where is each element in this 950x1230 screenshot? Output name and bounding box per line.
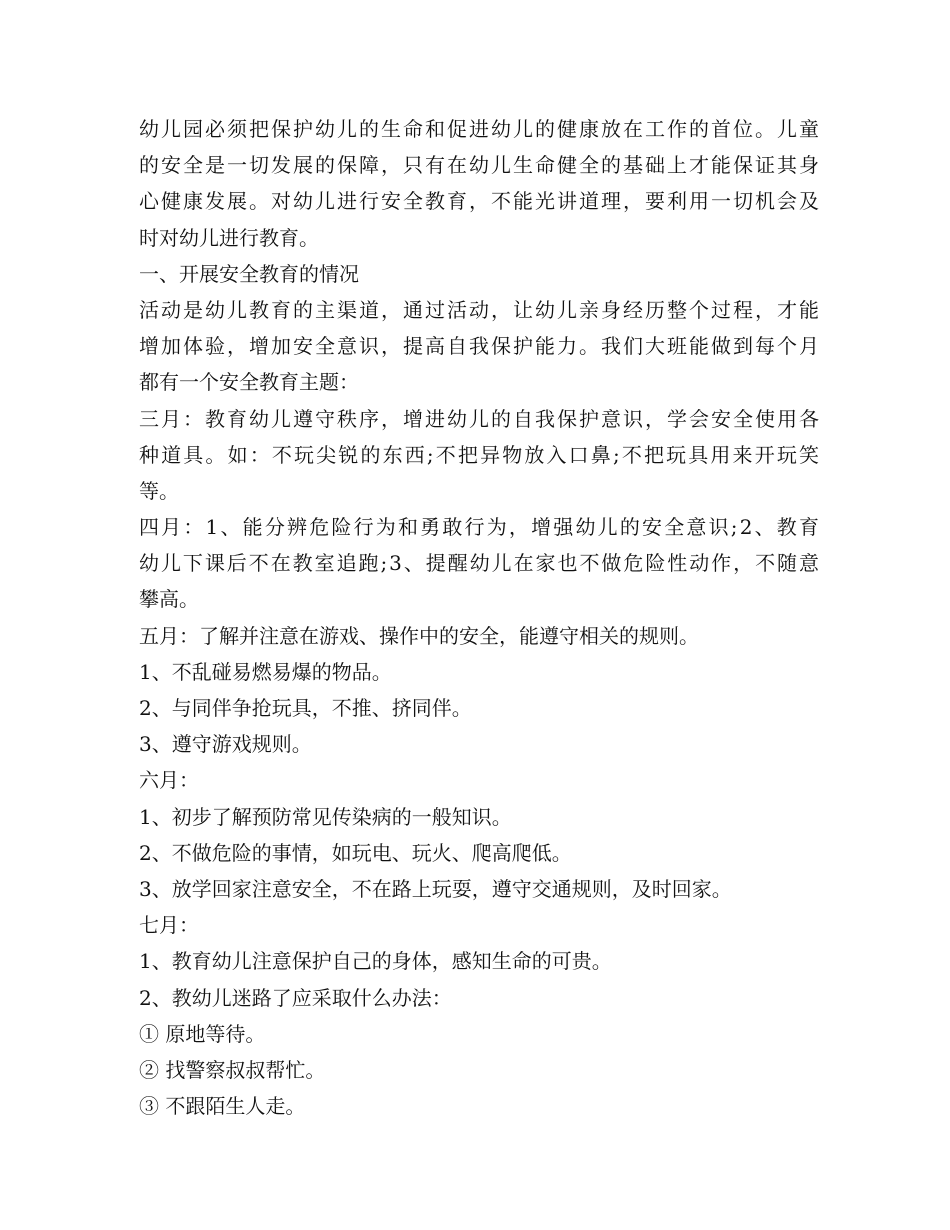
text-line: 种道具。如：不玩尖锐的东西;不把异物放入口鼻;不把玩具用来开玩笑 xyxy=(139,442,822,467)
text-line: 幼儿园必须把保护幼儿的生命和促进幼儿的健康放在工作的首位。儿童 xyxy=(139,117,821,141)
text-line: 2、教幼儿迷路了应采取什么办法： xyxy=(139,985,452,1010)
text-line: 七月： xyxy=(139,913,199,938)
text-line: 增加体验，增加安全意识，提高自我保护能力。我们大班能做到每个月 xyxy=(139,334,821,359)
text-line: 六月： xyxy=(139,768,199,793)
text-line: 一、开展安全教育的情况 xyxy=(139,261,359,286)
text-line: 活动是幼儿教育的主渠道，通过活动，让幼儿亲身经历整个过程，才能 xyxy=(139,297,821,322)
text-line: 2、不做危险的事情，如玩电、玩火、爬高爬低。 xyxy=(139,840,572,865)
text-line: 1、不乱碰易燃易爆的物品。 xyxy=(139,659,392,684)
text-line: ② 找警察叔叔帮忙。 xyxy=(139,1057,326,1082)
text-line: 1、教育幼儿注意保护自己的身体，感知生命的可贵。 xyxy=(139,949,612,974)
text-line: 四月：1、能分辨危险行为和勇敢行为，增强幼儿的安全意识;2、教育 xyxy=(139,515,822,540)
text-line: 都有一个安全教育主题： xyxy=(139,370,359,395)
text-line: 幼儿下课后不在教室追跑;3、提醒幼儿在家也不做危险性动作，不随意 xyxy=(139,551,821,576)
text-line: 的安全是一切发展的保障，只有在幼儿生命健全的基础上才能保证其身 xyxy=(139,153,821,178)
text-line: 时对幼儿进行教育。 xyxy=(139,225,319,250)
text-line: 五月：了解并注意在游戏、操作中的安全，能遵守相关的规则。 xyxy=(139,623,699,648)
text-line: 1、初步了解预防常见传染病的一般知识。 xyxy=(139,804,512,829)
text-line: ③ 不跟陌生人走。 xyxy=(139,1094,306,1119)
text-line: 3、遵守游戏规则。 xyxy=(139,732,312,757)
text-line: 等。 xyxy=(139,478,179,503)
text-line: 3、放学回家注意安全，不在路上玩耍，遵守交通规则，及时回家。 xyxy=(139,876,732,901)
text-line: 攀高。 xyxy=(139,587,199,612)
text-line: 2、与同伴争抢玩具，不推、挤同伴。 xyxy=(139,696,472,720)
text-line: 心健康发展。对幼儿进行安全教育，不能光讲道理，要利用一切机会及 xyxy=(139,189,821,214)
document-page xyxy=(139,114,822,1127)
text-line: ① 原地等待。 xyxy=(139,1021,266,1046)
text-line: 三月：教育幼儿遵守秩序，增进幼儿的自我保护意识，学会安全使用各 xyxy=(139,406,821,431)
